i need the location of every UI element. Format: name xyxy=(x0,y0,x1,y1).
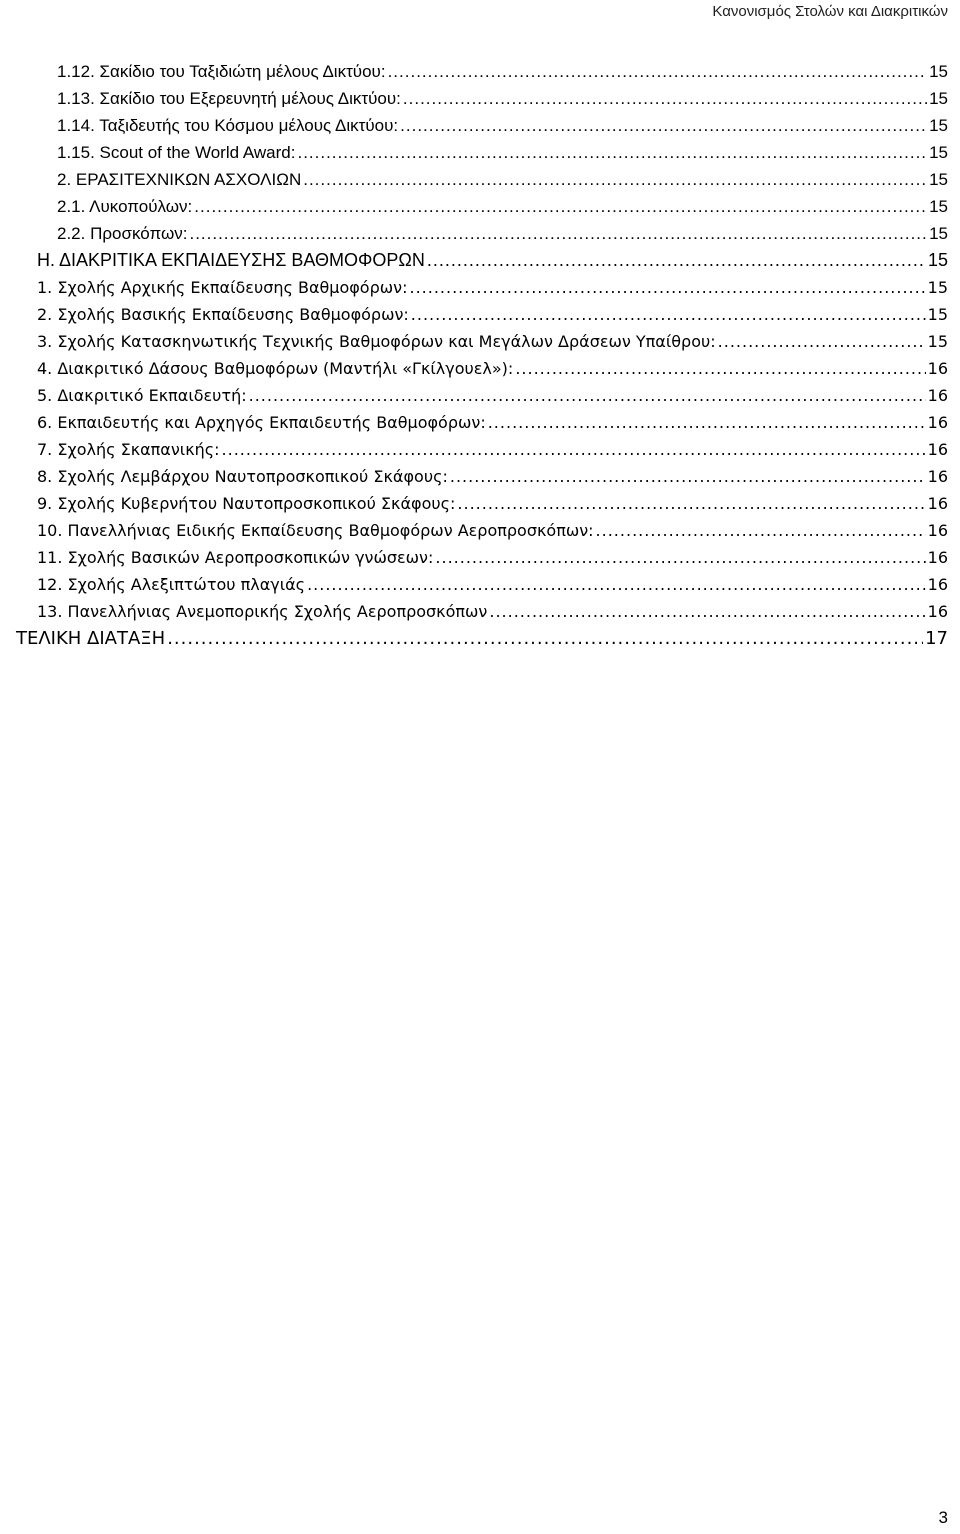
toc-page-number: 16 xyxy=(927,413,948,432)
toc-entry-label: 3. Σχολής Κατασκηνωτικής Τεχνικής Βαθμοφόρων και Μεγάλων Δράσεων Υπαίθρου: xyxy=(37,332,716,351)
toc-dot-leader xyxy=(403,85,927,112)
toc-dot-leader xyxy=(189,220,927,247)
toc-dot-leader xyxy=(167,625,923,652)
toc-dot-leader xyxy=(489,598,925,625)
toc-entry[interactable] xyxy=(0,355,960,382)
toc-page-number: 15 xyxy=(929,170,948,189)
toc-entry[interactable] xyxy=(0,517,960,544)
toc-page-number: 16 xyxy=(927,521,948,540)
toc-entry-label: ΤΕΛΙΚΗ ΔΙΑΤΑΞΗ xyxy=(16,628,166,649)
toc-entry-label: 2.2. Προσκόπων: xyxy=(57,224,188,243)
toc-entry-label: 11. Σχολής Βασικών Αεροπροσκοπικών γνώσεων: xyxy=(37,548,434,567)
toc-entry-label: 12. Σχολής Αλεξιπτώτου πλαγιάς xyxy=(37,575,306,594)
toc-entry-label: 13. Πανελλήνιας Ανεμοπορικής Σχολής Αεροπροσκόπων xyxy=(37,602,488,621)
toc-page-number: 15 xyxy=(929,62,948,81)
toc-section-entry[interactable] xyxy=(0,247,960,274)
toc-page-number: 16 xyxy=(927,602,948,621)
toc-dot-leader xyxy=(411,301,926,328)
toc-entry[interactable] xyxy=(0,112,960,139)
toc-entry[interactable] xyxy=(0,328,960,355)
toc-entry[interactable] xyxy=(0,463,960,490)
toc-page-number: 16 xyxy=(927,548,948,567)
toc-page-number: 15 xyxy=(927,278,948,297)
toc-dot-leader xyxy=(249,382,926,409)
toc-entry[interactable] xyxy=(0,58,960,85)
toc-entry-label: 2. Σχολής Βασικής Εκπαίδευσης Βαθμοφόρων: xyxy=(37,305,409,324)
toc-entry[interactable] xyxy=(0,598,960,625)
toc-page-number: 17 xyxy=(925,628,948,649)
toc-page-number: 16 xyxy=(927,575,948,594)
page-number: 3 xyxy=(938,1508,948,1527)
toc-page-number: 15 xyxy=(927,332,948,351)
toc-dot-leader xyxy=(400,112,927,139)
toc-dot-leader xyxy=(307,571,926,598)
toc-entry-label: 2. ΕΡΑΣΙΤΕΧΝΙΚΩΝ ΑΣΧΟΛΙΩΝ xyxy=(57,170,302,189)
toc-entry[interactable] xyxy=(0,571,960,598)
toc-dot-leader xyxy=(388,58,928,85)
toc-entry-label: 10. Πανελλήνιας Ειδικής Εκπαίδευσης Βαθμοφόρων Αεροπροσκόπων: xyxy=(37,521,594,540)
toc-entry-label: 6. Εκπαιδευτής και Αρχηγός Εκπαιδευτής Βαθμοφόρων: xyxy=(37,413,486,432)
toc-page-number: 15 xyxy=(929,89,948,108)
toc-page-number: 15 xyxy=(929,143,948,162)
toc-page-number: 15 xyxy=(927,305,948,324)
toc-entry[interactable] xyxy=(0,436,960,463)
running-header-title: Κανονισμός Στολών και Διακριτικών xyxy=(712,3,948,20)
toc-entry[interactable] xyxy=(0,139,960,166)
table-of-contents xyxy=(0,58,960,652)
toc-entry-label: 1.14. Ταξιδευτής του Κόσμου μέλους Δικτύου: xyxy=(57,116,399,135)
toc-entry-label: 8. Σχολής Λεμβάρχου Ναυτοπροσκοπικού Σκάφους: xyxy=(37,467,448,486)
toc-dot-leader xyxy=(718,328,926,355)
toc-entry[interactable] xyxy=(0,409,960,436)
toc-page-number: 15 xyxy=(929,197,948,216)
toc-dot-leader xyxy=(457,490,925,517)
toc-entry-label: 1.13. Σακίδιο του Εξερευνητή μέλους Δικτύου: xyxy=(57,89,401,108)
toc-dot-leader xyxy=(409,274,925,301)
toc-page-number: 16 xyxy=(927,440,948,459)
toc-entry[interactable] xyxy=(0,166,960,193)
toc-dot-leader xyxy=(303,166,927,193)
toc-entry-label: 9. Σχολής Κυβερνήτου Ναυτοπροσκοπικού Σκάφους: xyxy=(37,494,456,513)
toc-dot-leader xyxy=(515,355,925,382)
toc-page-number: 16 xyxy=(927,494,948,513)
toc-dot-leader xyxy=(427,247,926,274)
toc-final-entry[interactable] xyxy=(0,625,960,652)
toc-entry[interactable] xyxy=(0,85,960,112)
toc-entry[interactable] xyxy=(0,301,960,328)
toc-entry[interactable] xyxy=(0,490,960,517)
toc-entry[interactable] xyxy=(0,382,960,409)
toc-entry[interactable] xyxy=(0,220,960,247)
toc-dot-leader xyxy=(450,463,926,490)
toc-page-number: 15 xyxy=(927,250,948,270)
toc-entry-label: 1.12. Σακίδιο του Ταξιδιώτη μέλους Δικτύου: xyxy=(57,62,386,81)
toc-entry-label: 5. Διακριτικό Εκπαιδευτή: xyxy=(37,386,247,405)
toc-page-number: 15 xyxy=(929,224,948,243)
toc-dot-leader xyxy=(222,436,926,463)
toc-page-number: 16 xyxy=(927,386,948,405)
toc-entry-label: 7. Σχολής Σκαπανικής: xyxy=(37,440,220,459)
toc-entry-label: 2.1. Λυκοπούλων: xyxy=(57,197,193,216)
toc-page-number: 16 xyxy=(927,359,948,378)
toc-entry-label: 1. Σχολής Αρχικής Εκπαίδευσης Βαθμοφόρων: xyxy=(37,278,408,297)
toc-entry[interactable] xyxy=(0,193,960,220)
toc-entry-label: Η. ΔΙΑΚΡΙΤΙΚΑ ΕΚΠΑΙΔΕΥΣΗΣ ΒΑΘΜΟΦΟΡΩΝ xyxy=(37,250,425,270)
toc-page-number: 16 xyxy=(927,467,948,486)
toc-entry[interactable] xyxy=(0,544,960,571)
toc-dot-leader xyxy=(194,193,927,220)
toc-dot-leader xyxy=(297,139,927,166)
toc-dot-leader xyxy=(596,517,926,544)
toc-entry-label: 1.15. Scout of the World Award: xyxy=(57,143,296,162)
toc-page-number: 15 xyxy=(929,116,948,135)
toc-dot-leader xyxy=(435,544,925,571)
toc-entry[interactable] xyxy=(0,274,960,301)
toc-dot-leader xyxy=(488,409,926,436)
toc-entry-label: 4. Διακριτικό Δάσους Βαθμοφόρων (Μαντήλι «Γκίλγουελ»): xyxy=(37,359,514,378)
